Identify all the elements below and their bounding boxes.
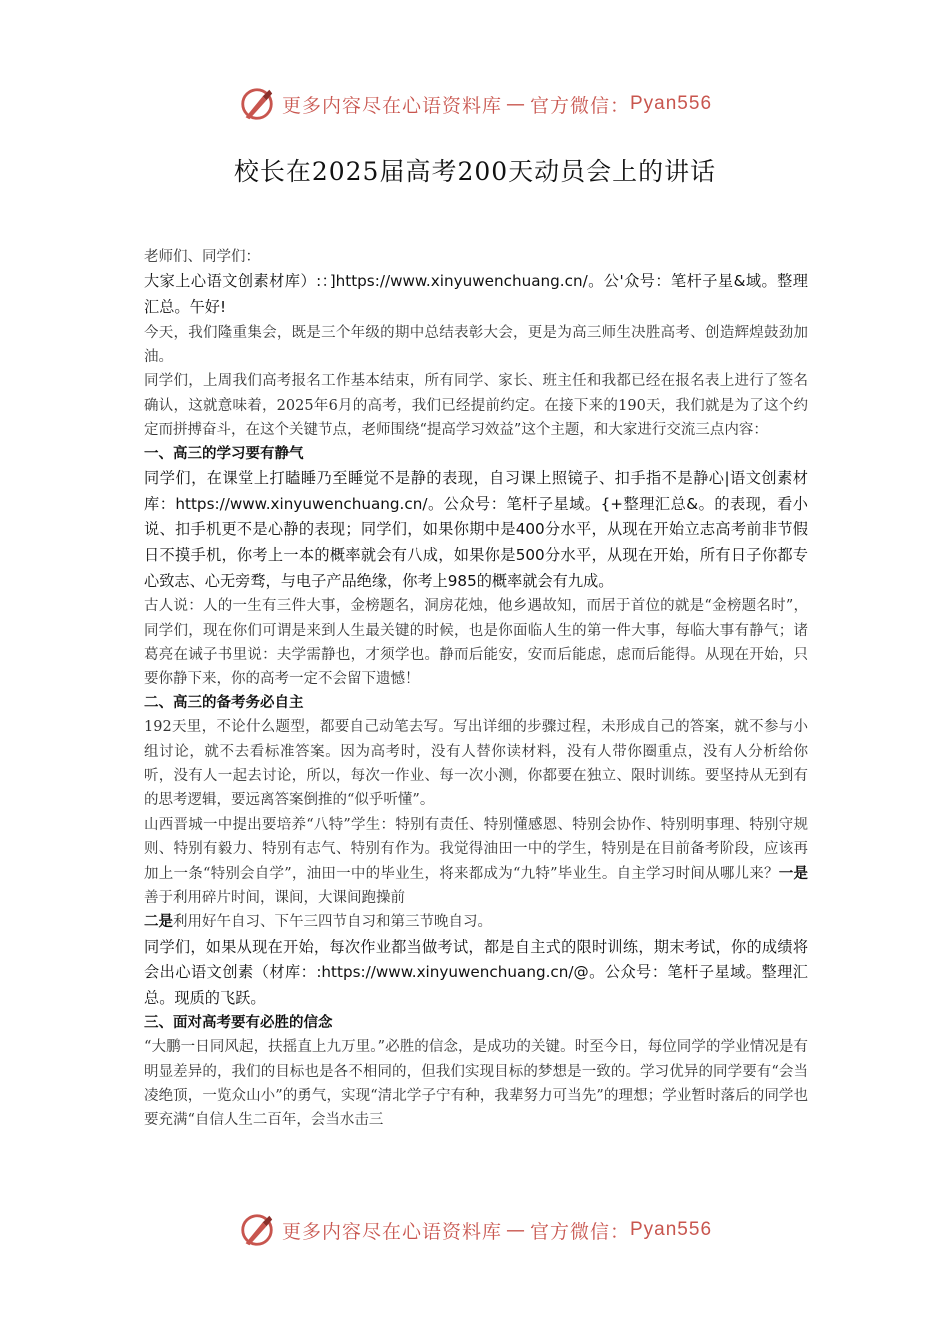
paragraph-watermark-1: 大家上心语文创素材库）:：]https://www.xinyuwenchuang.cn/。公'众号：笔杆子星&域。整理汇总。午好! <box>144 272 808 316</box>
paragraph: 今天，我们隆重集会，既是三个年级的期中总结表彰大会，更是为高三师生决胜高考、创造辉煌鼓劲加油。 <box>144 324 808 365</box>
section-heading-2: 二、高三的备考务必自主 <box>144 694 304 711</box>
section-heading-3: 三、面对高考要有必胜的信念 <box>144 1014 333 1031</box>
banner-dash: — <box>505 93 526 115</box>
text-run: 利用好午自习、下午三四节自习和第三节晚自习。 <box>173 914 492 931</box>
paragraph-eight-traits <box>144 813 808 935</box>
banner-label: 官方微信： <box>529 94 630 117</box>
greeting: 老师们、同学们： <box>144 249 260 265</box>
paragraph: “大鹏一日同风起，扶摇直上九万里。”必胜的信念，是成功的关键。时至今日，每位同学的学业情况是有明显差异的，我们的目标也是各不相同的，但我们实现目标的梦想是一致的。学习优异的同学要有“会当凌绝顶，一览众山小”的勇气，实现“清北学子宁有种，我辈努力可当先”的理想；学业暂时落后的同学也要充满“自信人生二百年，会当水击三 <box>144 1039 808 1129</box>
banner-text: 更多内容尽在心语资料库 <box>281 1220 502 1243</box>
banner-text: 更多内容尽在心语资料库 <box>281 94 502 117</box>
text-run: 善于利用碎片时间，课间，大课间跑操前 <box>144 890 405 907</box>
paragraph: 古人说：人的一生有三件大事，金榜题名，洞房花烛，他乡遇故知，而居于首位的就是“金榜题名时”，同学们，现在你们可谓是来到人生最关键的时候，也是你面临人生的第一件大事，每临大事有静气；诸葛亮在诫子书里说：夫学需静也，才须学也。静而后能安，安而后能虑，虑而后能得。从现在开始，只要你静下来，你的高考一定不会留下遗憾！ <box>144 598 808 688</box>
pen-nib-circle-logo-icon <box>238 85 276 123</box>
paragraph: 192天里，不论什么题型，都要自己动笔去写。写出详细的步骤过程，未形成自己的答案，就不参与小组讨论，就不去看标准答案。因为高考时，没有人替你读材料，没有人带你圈重点，没有人分析给你听，没有人一起去讨论，所以，每次一作业、每一次小测，你都要在独立、限时训练。要坚持从无到有的思考逻辑，要远离答案倒推的“似乎听懂”。 <box>144 719 808 809</box>
banner-label: 官方微信： <box>529 1220 630 1243</box>
banner-wechat-id: Pyan556 <box>630 93 713 114</box>
banner-dash: — <box>505 1219 526 1241</box>
bold-run: 二是 <box>144 914 173 931</box>
document-body <box>144 245 808 1133</box>
banner-wechat-id: Pyan556 <box>630 1219 713 1240</box>
pen-nib-circle-logo-icon <box>238 1211 276 1249</box>
footer-watermark-banner <box>0 1208 950 1252</box>
document-title: 校长在2025届高考200天动员会上的讲话 <box>233 157 717 186</box>
paragraph-watermark-3: 同学们，如果从现在开始，每次作业都当做考试，都是自主式的限时训练，期末考试，你的成绩将会出心语文创素（材库：:https://www.xinyuwenchuang.cn/@。公众号：笔杆子星域。整理汇总。现质的飞跃。 <box>144 937 808 1008</box>
text-run: 山西晋城一中提出要培养“八特”学生：特别有责任、特别懂感恩、特别会协作、特别明事理、特别守规则、特别有毅力、特别有志气、特别有作为。我觉得油田一中的学生，特别是在目前备考阶段，应该再加上一条“特别会自学”，油田一中的毕业生，将来都成为“九特”毕业生。自主学习时间从哪儿来？ <box>144 816 808 882</box>
paragraph: 同学们，上周我们高考报名工作基本结束，所有同学、家长、班主任和我都已经在报名表上进行了签名确认，这就意味着，2025年6月的高考，我们已经提前约定。在接下来的190天，我们就是为了这个约定而拼搏奋斗，在这个关键节点，老师围绕“提高学习效益”这个主题，和大家进行交流三点内容： <box>144 373 808 439</box>
header-watermark-banner <box>0 82 950 126</box>
bold-run: 一是 <box>778 865 809 882</box>
section-heading-1: 一、高三的学习要有静气 <box>144 445 304 462</box>
paragraph-watermark-2: 同学们，在课堂上打瞌睡乃至睡觉不是静的表现，自习课上照镜子、扣手指不是静心|语文创素材库：https://www.xinyuwenchuang.cn/。公众号：笔杆子星域。{+整理汇总&。的表现，看小说、扣手机更不是心静的表现；同学们，如果你期中是400分水平，从现在开始立志高考前非节假日不摸手机，你考上一本的概率就会有八成，如果你是500分水平，从现在开始，所有日子你都专心致志、心无旁骛，与电子产品绝缘，你考上985的概率就会有九成。 <box>144 469 808 590</box>
